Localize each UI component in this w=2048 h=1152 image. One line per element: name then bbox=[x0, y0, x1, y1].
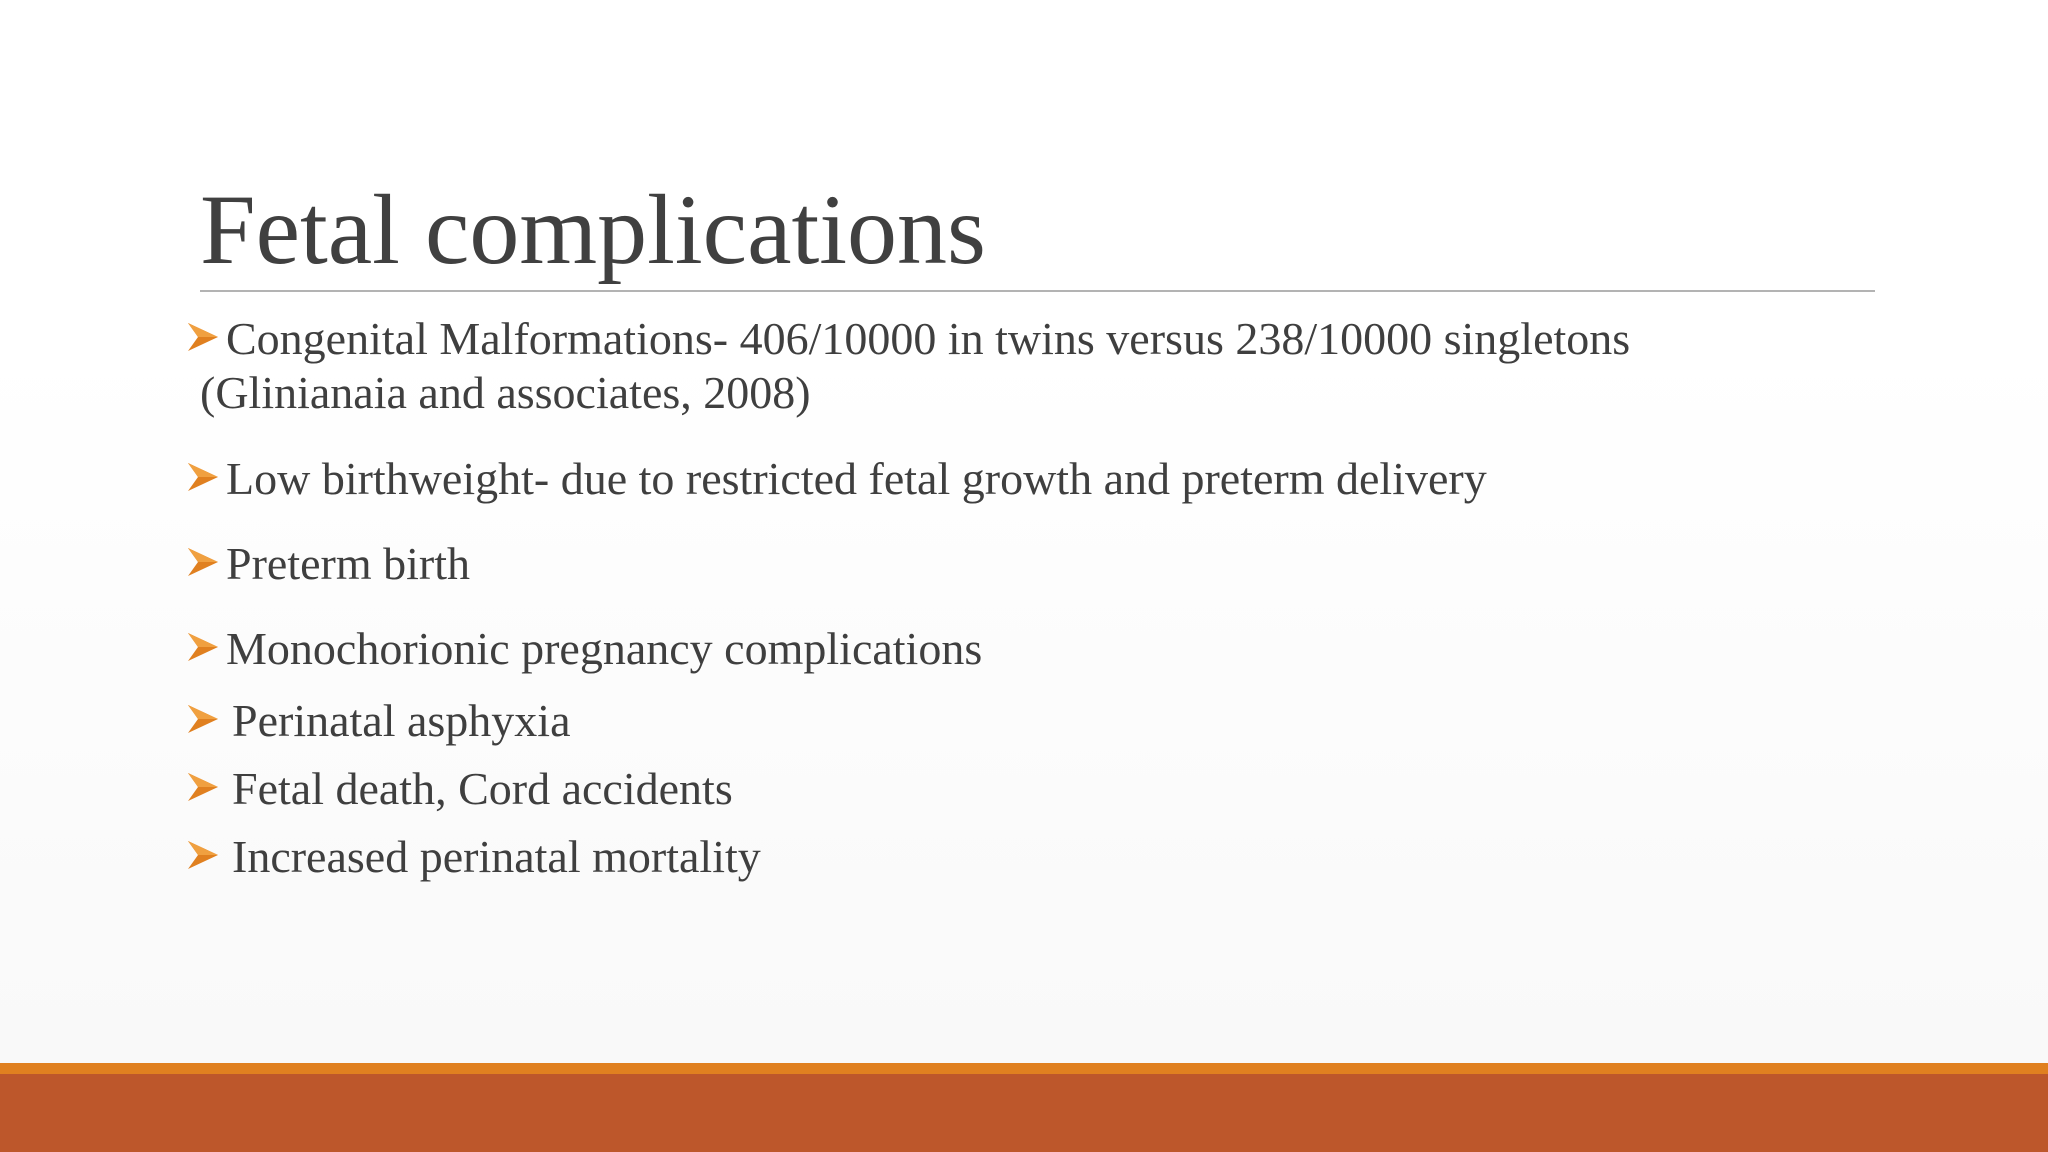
bullet-item bbox=[186, 694, 571, 748]
bullet-text: Low birthweight- due to restricted fetal growth and preterm delivery bbox=[226, 453, 1487, 504]
bullet-item bbox=[186, 537, 470, 591]
bullet-item bbox=[186, 622, 982, 676]
title-divider bbox=[200, 290, 1875, 292]
arrow-bullet-icon bbox=[186, 770, 224, 806]
bullet-text: Fetal death, Cord accidents bbox=[232, 763, 733, 814]
bullet-item bbox=[186, 452, 1487, 506]
footer-bar bbox=[0, 1074, 2048, 1152]
bullet-text: Increased perinatal mortality bbox=[232, 831, 761, 882]
arrow-bullet-icon bbox=[186, 545, 224, 581]
footer-accent-stripe bbox=[0, 1063, 2048, 1074]
bullet-text: Preterm birth bbox=[226, 538, 470, 589]
arrow-bullet-icon bbox=[186, 460, 224, 496]
bullet-text: Perinatal asphyxia bbox=[232, 695, 571, 746]
arrow-bullet-icon bbox=[186, 838, 224, 874]
arrow-bullet-icon bbox=[186, 630, 224, 666]
bullet-item bbox=[186, 762, 733, 816]
arrow-bullet-icon bbox=[186, 320, 224, 356]
bullet-item bbox=[186, 830, 761, 884]
bullet-item bbox=[186, 312, 1630, 420]
bullet-text: Congenital Malformations- 406/10000 in twins versus 238/10000 singletons bbox=[226, 313, 1631, 364]
bullet-text: Monochorionic pregnancy complications bbox=[226, 623, 983, 674]
arrow-bullet-icon bbox=[186, 702, 224, 738]
bullet-text-continuation: (Glinianaia and associates, 2008) bbox=[200, 367, 811, 418]
slide-title: Fetal complications bbox=[200, 174, 986, 285]
